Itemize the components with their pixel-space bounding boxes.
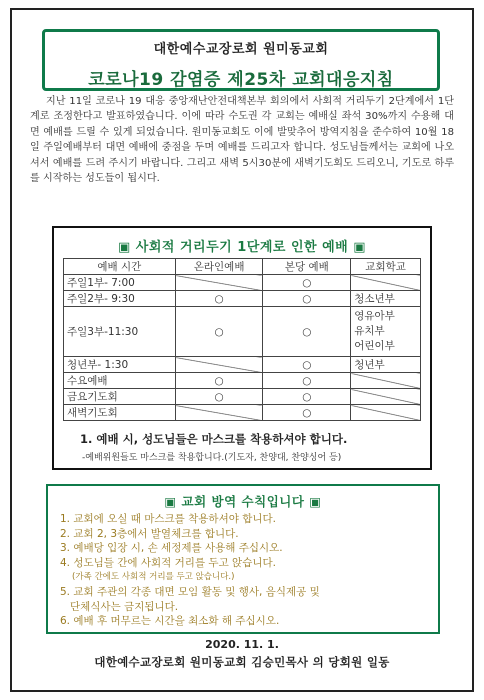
service-name: 주일1부- 7:00 [64,275,176,291]
rules-title: ▣ 교회 방역 수칙입니다 ▣ [164,494,322,509]
list-item: 1. 교회에 오실 때 마스크를 착용하셔야 합니다. [60,513,276,525]
table-row [64,291,421,307]
service-name: 새벽기도회 [64,405,176,421]
signature-line: 대한예수교장로회 원미동교회 김승민목사 의 당회원 일동 [94,655,390,669]
schedule-table [63,258,421,421]
mask-note: 1. 예배 시, 성도님들은 마스크를 착용하셔야 합니다. [80,432,348,446]
notice-date: 2020. 11. 1. [205,638,279,651]
list-item: 6. 예배 후 머무르는 시간을 최소화 해 주십시오. [60,615,280,628]
col-header-main: 본당 예배 [263,259,351,275]
main-cell: ○ [263,389,351,405]
school-cell [351,307,421,357]
col-header-online: 온라인예배 [175,259,263,275]
col-header-time: 예배 시간 [64,259,176,275]
school-cell [351,405,421,421]
online-cell [175,405,263,421]
online-cell [175,275,263,291]
table-row [64,275,421,291]
table-header-row [64,259,421,275]
service-name: 수요예배 [64,373,176,389]
list-item-cont: 단체식사는 금지됩니다. [70,600,179,613]
online-cell [175,357,263,373]
mask-subnote: -예배위원들도 마스크를 착용합니다.(기도자, 찬양대, 찬양싱어 등) [82,453,342,463]
table-row [64,405,421,421]
service-name: 주일3부-11:30 [64,307,176,357]
rules-list [60,512,430,629]
main-cell: ○ [263,357,351,373]
schedule-title: ▣ 사회적 거리두기 1단계로 인한 예배 ▣ [117,240,367,255]
online-cell: ○ [175,389,263,405]
school-cell [351,373,421,389]
table-row [64,373,421,389]
service-name: 금요기도회 [64,389,176,405]
school-cell [351,389,421,405]
list-item: 3. 예배당 입장 시, 손 세정제를 사용해 주십시오. [60,542,283,555]
main-cell: ○ [263,405,351,421]
school-multi-text: 영유아부 유치부 어린이부 [354,310,395,352]
church-name: 대한예수교장로회 원미동교회 [153,42,329,57]
list-item: 4. 성도님들 간에 사회적 거리를 두고 앉습니다. [60,556,276,569]
online-cell: ○ [175,291,263,307]
intro-paragraph [30,94,454,186]
service-name: 주일2부- 9:30 [64,291,176,307]
title-box [42,29,440,91]
table-row [64,307,421,357]
school-cell [351,275,421,291]
main-cell: ○ [263,373,351,389]
main-cell: ○ [263,307,351,357]
col-header-school: 교회학교 [351,259,421,275]
intro-text: 지난 11일 코로나 19 대응 중앙재난안전대책본부 회의에서 사회적 거리두기 2단계에서 1단계로 조정한다고 발표하였습니다. 이에 따라 수도권 각 교회는 예배실 좌석 30%까지 수용해 대면 예배를 드릴 수 있게 되었습니다. 원미동교회도 이에 발맞추어 방역지침을 준수하여 10월 18일 주일예배부터 대면 예배에 중점을 두며 예배를 드리고자 합니다. 성도님들께서는 교회에 나오셔서 예배를 드려 주시기 바랍니다. 그리고 새벽 5시30분에 새벽기도회도 드리오니, 기도로 하루를 시작하는 성도들이 됩시다. [30,96,454,185]
rules-box [46,484,440,634]
online-cell: ○ [175,307,263,357]
online-cell: ○ [175,373,263,389]
school-cell: 청년부 [351,357,421,373]
main-cell: ○ [263,275,351,291]
list-item: 2. 교회 2, 3층에서 발열체크를 합니다. [60,527,239,540]
service-name: 청년부- 1:30 [64,357,176,373]
page-title: 코로나19 감염증 제25차 교회대응지침 [88,70,394,90]
table-row [64,389,421,405]
main-cell: ○ [263,291,351,307]
list-item: 5. 교회 주관의 각종 대면 모임 활동 및 행사, 음식제공 및 [60,585,320,598]
school-cell: 청소년부 [351,291,421,307]
list-item-sub: (가족 간에도 사회적 거리를 두고 앉습니다.) [72,572,235,583]
table-row [64,357,421,373]
